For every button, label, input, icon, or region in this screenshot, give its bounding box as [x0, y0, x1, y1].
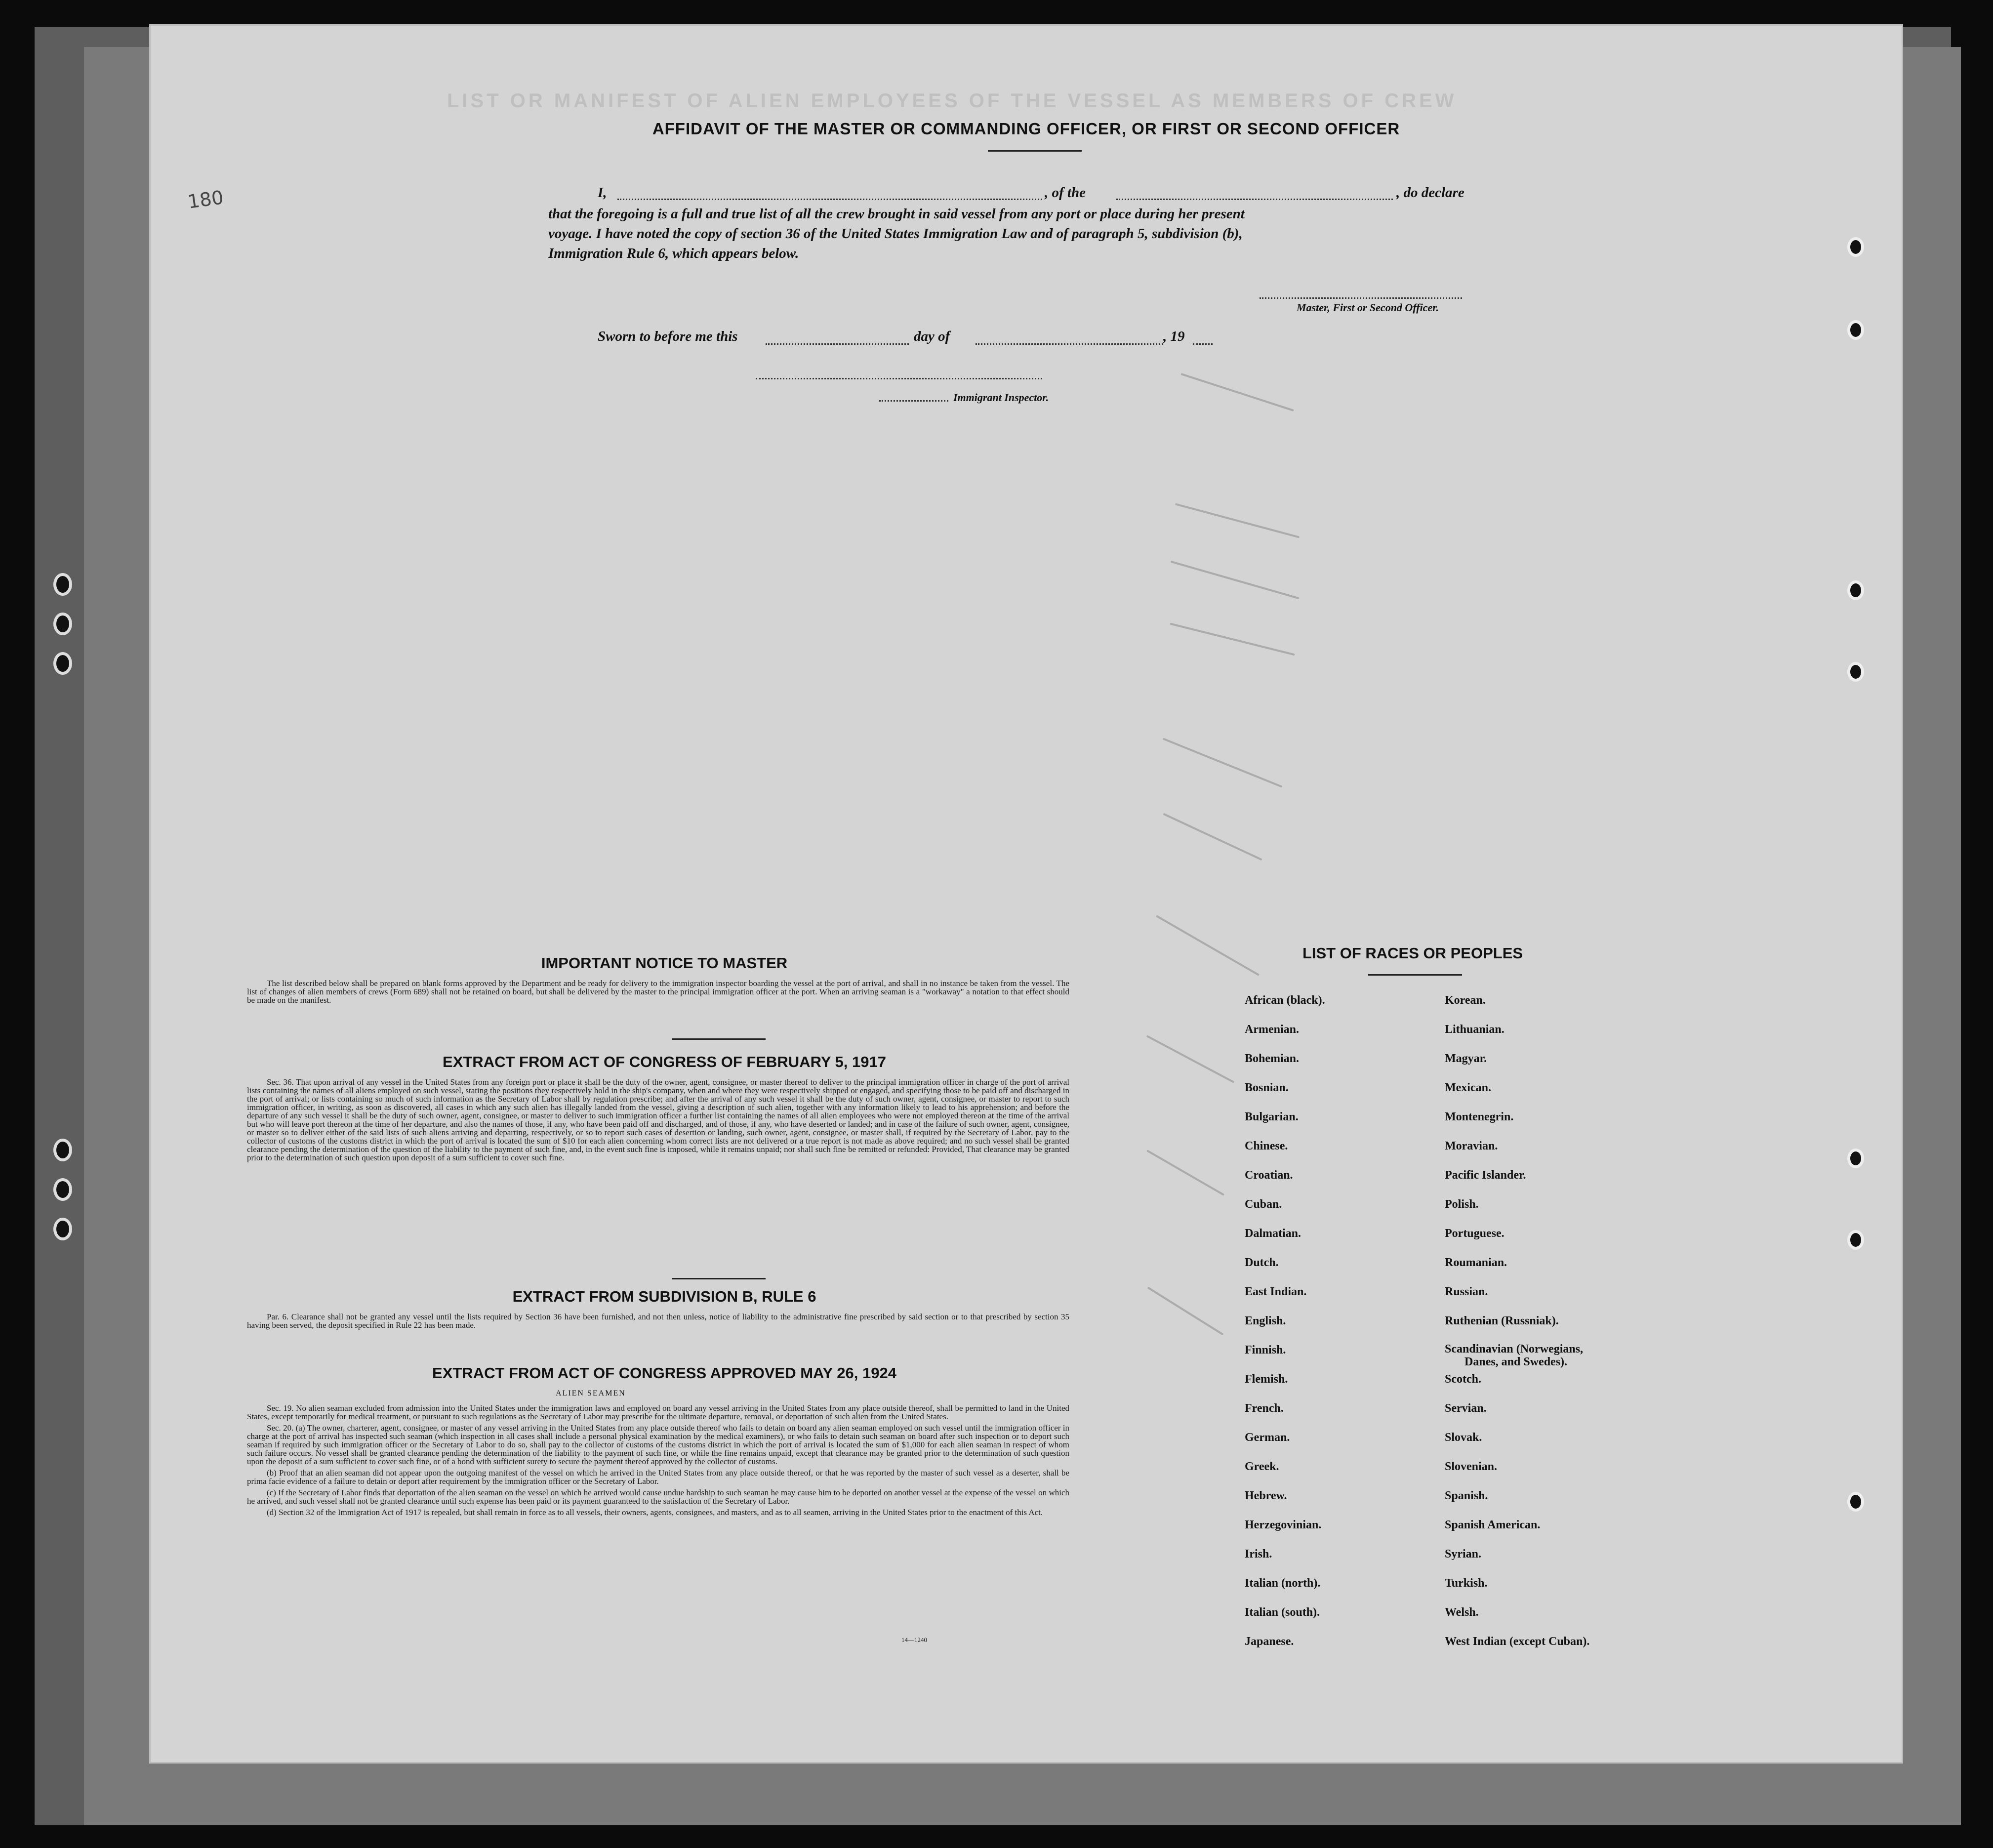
- pencil-stroke: [1156, 915, 1260, 976]
- race-item: African (black).: [1245, 994, 1325, 1007]
- extract-1917-title: EXTRACT FROM ACT OF CONGRESS OF FEBRUARY 5, 1917: [443, 1053, 886, 1070]
- binder-hole-icon: [1847, 320, 1864, 340]
- affidavit-line2: that the foregoing is a full and true list of all the crew brought in said vessel from any port or place during her present: [548, 206, 1245, 222]
- binder-hole-icon: [53, 1139, 72, 1161]
- binder-hole-icon: [1847, 1230, 1864, 1250]
- binder-hole-icon: [53, 1218, 72, 1240]
- binder-hole-icon: [1847, 580, 1864, 600]
- race-item: Bohemian.: [1245, 1052, 1300, 1065]
- race-item: Syrian.: [1445, 1548, 1482, 1561]
- race-item: Greek.: [1245, 1460, 1279, 1473]
- race-item: Dutch.: [1245, 1256, 1279, 1269]
- sec19-paragraph: Sec. 19. No alien seaman excluded from admission into the United States under the immigration laws and employed on board any vessel arriving in the United States from any place outside thereof, shall be permitted to land in the United States, except temporarily for medical treatment, or pursuant to such regulations as the Secretary of Labor may prescribe for the ultimate departure, removal, or deportation of such alien from the United States.: [247, 1403, 1069, 1421]
- year-blank: [1193, 343, 1213, 345]
- manifest-page: [151, 26, 1902, 1762]
- races-title: LIST OF RACES OR PEOPLES: [1302, 945, 1523, 962]
- race-item: Hebrew.: [1245, 1489, 1287, 1502]
- extract-1924-title: EXTRACT FROM ACT OF CONGRESS APPROVED MAY 26, 1924: [432, 1364, 896, 1382]
- race-item: Cuban.: [1245, 1198, 1282, 1211]
- race-item: Scandinavian (Norwegians,: [1445, 1343, 1584, 1355]
- inspector-signature-blank: [756, 378, 1042, 379]
- race-item: Ruthenian (Russniak).: [1445, 1314, 1559, 1327]
- race-item: West Indian (except Cuban).: [1445, 1635, 1590, 1648]
- pencil-stroke: [1163, 738, 1283, 787]
- race-item: Italian (south).: [1245, 1606, 1320, 1619]
- section-36-paragraph: Sec. 36. That upon arrival of any vessel in the United States from any foreign port or place it shall be the duty of the owner, agent, consignee, or master thereof to deliver to the principal immigration officer in charge of the port of arrival lists containing the names of all aliens employed on such vessel, stating the positions they respectively hold in the ship's company, when and where they were respectively shipped or engaged, and specifying those to be paid off and discharged in the port of arrival; or lists containing so much of such information as the Secretary of Labor shall by regulation prescribe; and after the arrival of any such vessel it shall be the duty of such owner, agent, consignee, or master to report to such immigration officer, in writing, as soon as discovered, all cases in which any such alien has illegally landed from the vessel, giving a description of such alien, together with any information likely to lead to his apprehension; and before the departure of any such vessel it shall be the duty of such owner, agent, consignee, or master to deliver to such immigration officer a further list containing the names of all alien employees who were not employed thereon at the time of the arrival but who will leave port thereon at the time of her departure, and also the names of those, if any, who have been paid off and discharged, and of those, if any, who have deserted or landed; and in case of the failure of such owner, agent, consignee, or master so to deliver either of the said lists of such aliens arriving and departing, respectively, or so to report such cases of desertion or landing, such owner, agent, consignee, or master shall, if required by the Secretary of Labor, pay to the collector of customs of the customs district in which the port of arrival is located the sum of $10 for each alien concerning whom correct lists are not delivered or a true report is not made as above required; and no such vessel shall be granted clearance pending the determination of the question of the liability to the payment of such fine, and, in the event such fine is imposed, while it remains unpaid; nor shall such fine be remitted or refunded: Provided, That clearance may be granted prior to the determination of such question upon deposit of a sum sufficient to cover such fine.: [247, 1077, 1069, 1162]
- race-item: Welsh.: [1445, 1606, 1479, 1619]
- race-item: Chinese.: [1245, 1140, 1288, 1152]
- section-rule: [672, 1278, 766, 1279]
- pencil-stroke: [1180, 373, 1294, 411]
- notice-title: IMPORTANT NOTICE TO MASTER: [541, 954, 788, 972]
- pencil-stroke: [1170, 623, 1295, 656]
- race-item: Dalmatian.: [1245, 1227, 1301, 1240]
- form-number: 14—1240: [901, 1636, 927, 1643]
- race-item: Herzegovinian.: [1245, 1519, 1322, 1531]
- races-rule: [1368, 974, 1462, 976]
- race-item: Flemish.: [1245, 1373, 1288, 1386]
- binder-hole-icon: [53, 1178, 72, 1201]
- year-text: , 19: [1163, 329, 1185, 344]
- race-item: English.: [1245, 1314, 1286, 1327]
- race-item: Servian.: [1445, 1402, 1487, 1415]
- affidavit-declare: , do declare: [1396, 185, 1464, 201]
- sec20d-paragraph: (d) Section 32 of the Immigration Act of 1917 is repealed, but shall remain in force as to all vessels, their owners, agents, consignees, and masters, and as to all seamen, arriving in the United States prior to the enactment of this Act.: [267, 1508, 1043, 1517]
- race-item: Portuguese.: [1445, 1227, 1505, 1240]
- race-item: Lithuanian.: [1445, 1023, 1505, 1036]
- binder-hole-icon: [1847, 1492, 1864, 1512]
- pencil-stroke: [1147, 1287, 1224, 1336]
- sworn-date-blank: [766, 343, 909, 345]
- sec20b-paragraph: (b) Proof that an alien seaman did not appear upon the outgoing manifest of the vessel on which he arrived in the United States from any place outside thereof, or that he was reported by the master of such vessel as a deserter, shall be prima facie evidence of a failure to detain or deport after requirement by the immigration officer or the Secretary of Labor.: [247, 1468, 1069, 1486]
- race-item: Finnish.: [1245, 1344, 1286, 1356]
- master-signature-blank: [1260, 297, 1462, 299]
- binder-hole-icon: [53, 573, 72, 596]
- affidavit-line4: Immigration Rule 6, which appears below.: [548, 246, 799, 261]
- affidavit-title: AFFIDAVIT OF THE MASTER OR COMMANDING OFFICER, OR FIRST OR SECOND OFFICER: [652, 120, 1400, 138]
- race-item: Mexican.: [1445, 1081, 1491, 1094]
- race-item: Turkish.: [1445, 1577, 1488, 1590]
- binder-hole-icon: [53, 652, 72, 675]
- race-item: Moravian.: [1445, 1140, 1498, 1152]
- pencil-stroke: [1163, 813, 1262, 861]
- extract-1924-text: [247, 1404, 1069, 1519]
- notice-paragraph: The list described below shall be prepared on blank forms approved by the Department and be ready for delivery to the immigration inspector boarding the vessel at the port of arrival, and shall in no instance be taken from the vessel. The list of changes of alien members of crews (Form 689) shall not be retained on board, but shall be delivered by the master to the principal immigration officer at the port. When an arriving seaman is a "workaway" a notation to that effect should be made on the manifest.: [247, 979, 1069, 1005]
- race-item: Russian.: [1445, 1285, 1488, 1298]
- race-item: Slovenian.: [1445, 1460, 1498, 1473]
- race-item: Irish.: [1245, 1548, 1272, 1561]
- binder-hole-icon: [53, 613, 72, 635]
- sworn-text: Sworn to before me this: [598, 329, 738, 344]
- race-item: Polish.: [1445, 1198, 1479, 1211]
- affidavit-of-the: , of the: [1045, 185, 1086, 201]
- race-item: East Indian.: [1245, 1285, 1307, 1298]
- pencil-stroke: [1146, 1150, 1224, 1195]
- race-item: German.: [1245, 1431, 1290, 1444]
- race-item: Danes, and Swedes).: [1464, 1355, 1568, 1368]
- pencil-stroke: [1171, 561, 1300, 599]
- vessel-blank: [1116, 199, 1393, 200]
- master-caption: Master, First or Second Officer.: [1297, 301, 1439, 314]
- race-item: Bulgarian.: [1245, 1110, 1299, 1123]
- affidavit-i: I,: [598, 185, 607, 201]
- par6-paragraph: Par. 6. Clearance shall not be granted any vessel until the lists required by Section 36 have been furnished, and not then unless, notice of liability to the administrative fine prescribed by said section or to that prescribed by section 35 having been served, the deposit specified in Rule 22 has been made.: [247, 1312, 1069, 1330]
- pencil-stroke: [1175, 503, 1300, 538]
- race-item: Bosnian.: [1245, 1081, 1289, 1094]
- rule6-title: EXTRACT FROM SUBDIVISION B, RULE 6: [512, 1288, 816, 1305]
- bleed-through-header: LIST OR MANIFEST OF ALIEN EMPLOYEES OF THE VESSEL AS MEMBERS OF CREW: [447, 90, 1457, 112]
- affidavit-line3: voyage. I have noted the copy of section 36 of the United States Immigration Law and of paragraph 5, subdivision (b),: [548, 226, 1243, 242]
- title-rule: [988, 150, 1082, 152]
- alien-seamen-subtitle: ALIEN SEAMEN: [556, 1389, 626, 1397]
- race-item: Scotch.: [1445, 1373, 1481, 1386]
- race-item: Spanish American.: [1445, 1519, 1541, 1531]
- section-rule: [672, 1038, 766, 1040]
- race-item: Armenian.: [1245, 1023, 1299, 1036]
- notice-text: [247, 979, 1069, 1007]
- margin-pencil-note: 180: [186, 186, 225, 213]
- race-item: Magyar.: [1445, 1052, 1487, 1065]
- binder-hole-icon: [1847, 1149, 1864, 1168]
- race-item: French.: [1245, 1402, 1284, 1415]
- binder-hole-icon: [1847, 662, 1864, 682]
- day-of-text: day of: [914, 329, 950, 344]
- extract-1917-text: [247, 1078, 1069, 1165]
- binder-hole-icon: [1847, 237, 1864, 257]
- pencil-stroke: [1146, 1035, 1234, 1083]
- sec20c-paragraph: (c) If the Secretary of Labor finds that deportation of the alien seaman on the vessel on which he arrived would cause undue hardship to such seaman he may cause him to be deported on another vessel at the expense of the vessel on which he arrived, and such vessel shall not be granted clearance until such expense has been paid or its payment guaranteed to the satisfaction of the Secretary of Labor.: [247, 1488, 1069, 1506]
- inspector-caption: Immigrant Inspector.: [953, 391, 1049, 404]
- race-item: Montenegrin.: [1445, 1110, 1514, 1123]
- race-item: Japanese.: [1245, 1635, 1294, 1648]
- race-item: Slovak.: [1445, 1431, 1482, 1444]
- race-item: Italian (north).: [1245, 1577, 1321, 1590]
- name-blank: [617, 199, 1042, 200]
- sec20a-paragraph: Sec. 20. (a) The owner, charterer, agent, consignee, or master of any vessel arriving in the United States from any place outside thereof who fails to detain on board any alien seaman employed on such vessel until the immigration officer in charge at the port of arrival has inspected such seaman (which inspection in all cases shall include a personal physical examination by the medical examiners), or who fails to detain such seaman on board after such inspection or to deport such seaman if required by such immigration officer or the Secretary of Labor to do so, shall pay to the collector of customs of the customs district in which the port of arrival is located the sum of $1,000 for each alien seaman in respect of whom such failure occurs. No vessel shall be granted clearance pending the determination of the liability to the payment of such fine, or while the fine remains unpaid, except that clearance may be granted prior to the determination of such question upon the deposit of a sum sufficient to cover such fine, or of a bond with sufficient surety to secure the payment thereof approved by the collector of customs.: [247, 1423, 1069, 1466]
- inspector-prefix-blank: [879, 400, 948, 402]
- race-item: Korean.: [1445, 994, 1486, 1007]
- rule6-text: [247, 1313, 1069, 1332]
- race-item: Spanish.: [1445, 1489, 1488, 1502]
- race-item: Roumanian.: [1445, 1256, 1507, 1269]
- month-blank: [976, 343, 1163, 345]
- race-item: Croatian.: [1245, 1169, 1293, 1182]
- race-item: Pacific Islander.: [1445, 1169, 1526, 1182]
